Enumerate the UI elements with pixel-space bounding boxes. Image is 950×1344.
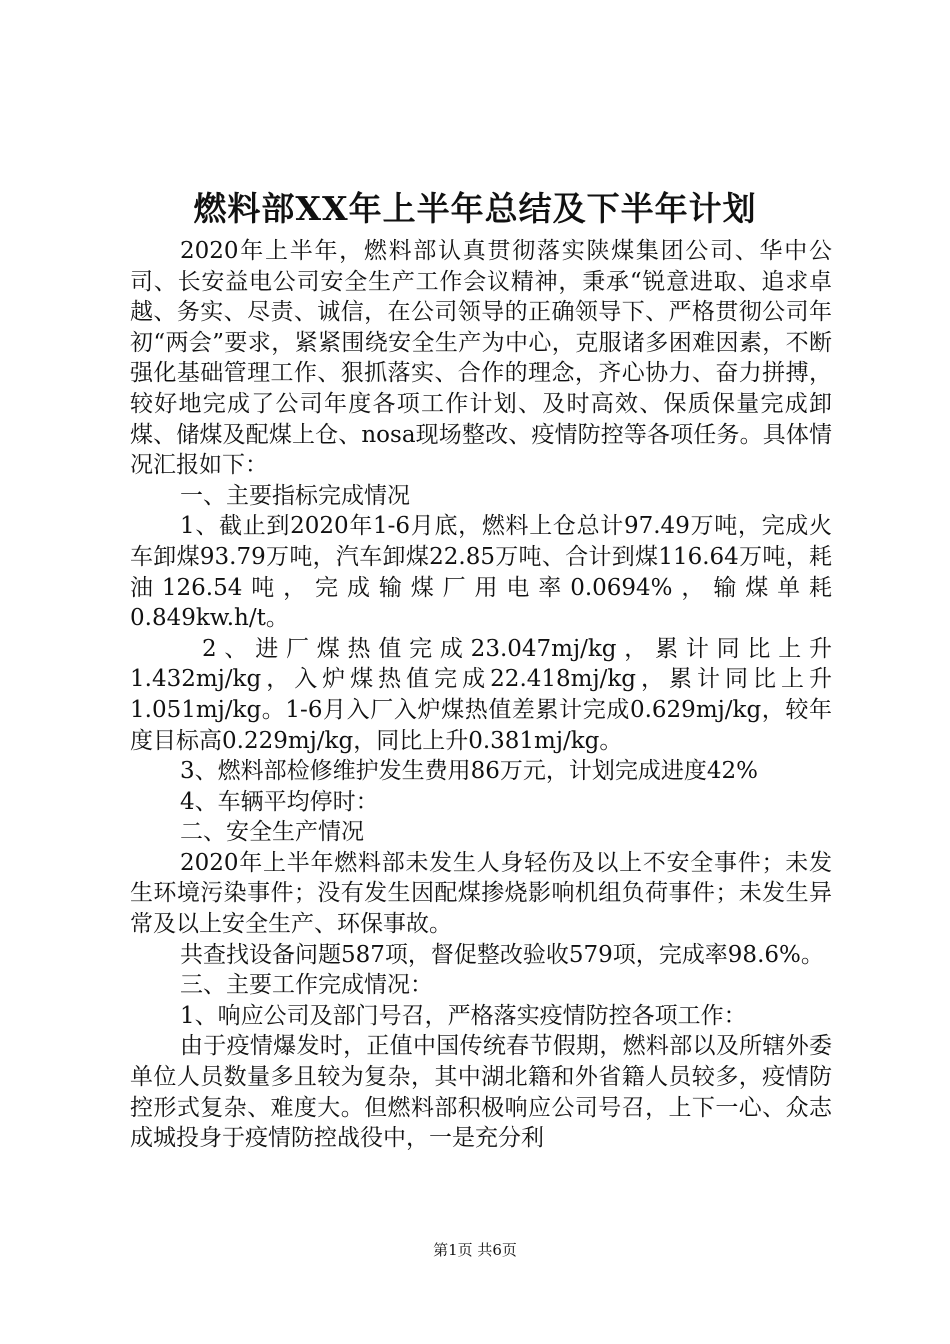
- indicator-item-2: 2、进厂煤热值完成23.047mj/kg，累计同比上升1.432mj/kg，入炉煤热值完成22.418mj/kg，累计同比上升1.051mj/kg。1-6月入厂入炉煤热值差累计完成0.629mj/kg，较年度目标高0.229mj/kg，同比上升0.381mj/kg。: [130, 635, 832, 754]
- document-title: 燃料部XX年上半年总结及下半年计划: [193, 189, 757, 228]
- page-footer: 第1页 共6页: [433, 1241, 517, 1259]
- indicator-item-1: 1、截止到2020年1-6月底，燃料上仓总计97.49万吨，完成火车卸煤93.79万吨，汽车卸煤22.85万吨、合计到煤116.64万吨，耗油126.54吨，完成输煤厂用电率0.0694%，输煤单耗0.849kw.h/t。: [130, 513, 832, 632]
- intro-paragraph: 2020年上半年，燃料部认真贯彻落实陕煤集团公司、华中公司、长安益电公司安全生产工作会议精神，秉承“锐意进取、追求卓越、务实、尽责、诚信，在公司领导的正确领导下、严格贯彻公司年初“两会”要求，紧紧围绕安全生产为中心，克服诸多困难因素，不断强化基础管理工作、狠抓落实、合作的理念，齐心协力、奋力拼搏，较好地完成了公司年度各项工作计划、及时高效、保质保量完成卸煤、储煤及配煤上仓、nosa现场整改、疫情防控等各项任务。具体情况汇报如下：: [130, 238, 832, 479]
- section-heading-2: 二、安全生产情况: [180, 819, 364, 846]
- safety-paragraph: 2020年上半年燃料部未发生人身轻伤及以上不安全事件；未发生环境污染事件；没有发生因配煤掺烧影响机组负荷事件；未发生异常及以上安全生产、环保事故。: [130, 849, 832, 938]
- indicator-item-4: 4、车辆平均停时：: [180, 788, 379, 815]
- epidemic-paragraph: 由于疫情爆发时，正值中国传统春节假期，燃料部以及所辖外委单位人员数量多且较为复杂，其中湖北籍和外省籍人员较多，疫情防控形式复杂、难度大。但燃料部积极响应公司号召，上下一心、众志成城投身于疫情防控战役中，一是充分利: [130, 1033, 832, 1152]
- section-heading-3: 三、主要工作完成情况：: [180, 972, 433, 999]
- work-item-1: 1、响应公司及部门号召，严格落实疫情防控各项工作：: [180, 1002, 747, 1029]
- indicator-item-3: 3、燃料部检修维护发生费用86万元，计划完成进度42%: [180, 758, 759, 785]
- equipment-issues-paragraph: 共查找设备问题587项，督促整改验收579项，完成率98.6%。: [180, 941, 824, 968]
- document-body: [130, 236, 832, 1154]
- section-heading-1: 一、主要指标完成情况: [180, 482, 410, 509]
